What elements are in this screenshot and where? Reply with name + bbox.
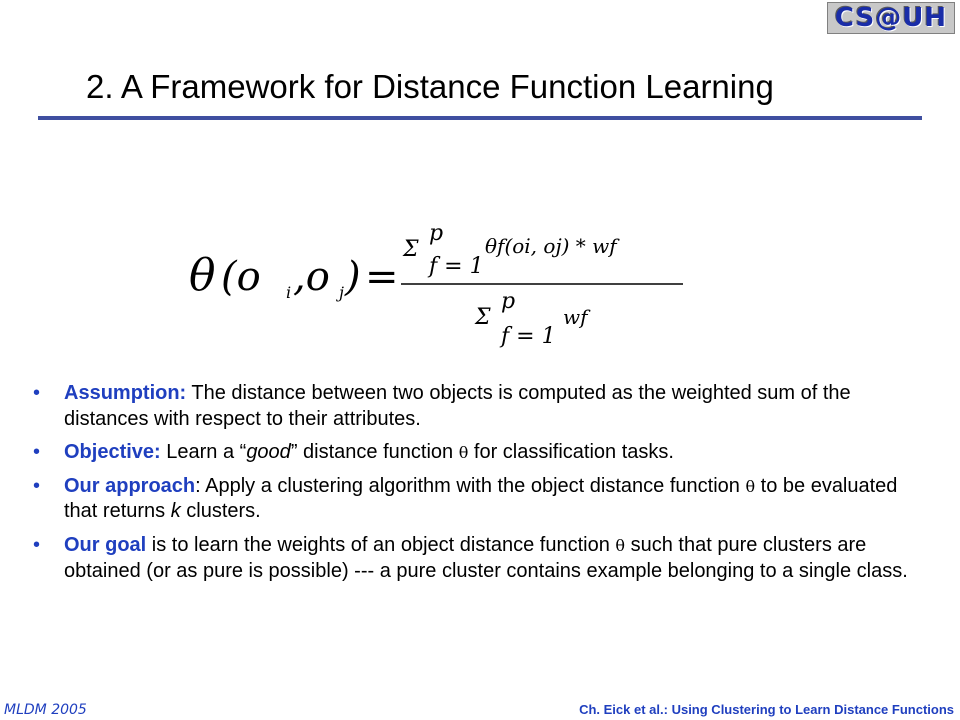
formula-den-p: p [501,289,516,314]
bullet-keyword: Objective: [64,441,161,464]
bullet-text: for classification tasks. [468,441,674,464]
bullet-list [33,381,933,592]
footer-author: Ch. Eick et al. [579,702,664,717]
formula-lhs-close: ) [345,254,361,300]
bullet-goal [33,533,933,584]
distance-formula [185,210,685,360]
footer-talk-title: Using Clustering to Learn Distance Functions [671,702,954,717]
formula-num-p: p [429,221,444,246]
formula-den-sigma: Σ [475,305,491,330]
bullet-emphasis: good [246,441,291,464]
bullet-keyword: Assumption: [64,382,187,404]
bullet-dot: • [33,441,41,464]
theta-symbol: θ [615,535,626,555]
formula-equals: = [365,254,399,300]
formula-num-sigma: Σ [403,237,419,262]
formula-lhs-sub-i: i [286,283,292,302]
footer-conference: MLDM 2005 [4,702,87,718]
bullet-text: such that pure clusters are obtained (or as pure is possible) --- a pure cluster contains example belonging to a single class. [64,533,908,582]
formula-lhs-theta: θ [189,250,216,301]
formula-lhs-sub-j: j [339,283,344,302]
bullet-dot: • [33,533,41,556]
theta-symbol: θ [458,443,469,463]
slide-title: 2. A Framework for Distance Function Learning [86,68,774,105]
bullet-text: ” distance function [290,441,459,464]
cs-uh-logo: CS@UH [827,2,955,34]
bullet-text: clusters. [180,500,261,523]
footer-citation [579,702,954,717]
bullet-dot: • [33,474,41,497]
bullet-emphasis: k [170,500,181,523]
formula-den-body: wf [563,305,588,329]
bullet-assumption [33,381,933,432]
formula-lhs-comma: ,o [293,254,330,300]
bullet-keyword: Our approach [64,474,196,497]
bullet-approach [33,474,933,525]
footer-separator: : [663,702,672,717]
bullet-text: Learn a “ [160,441,247,464]
bullet-dot: • [33,382,41,404]
formula-num-f-eq-1: f = 1 [429,254,484,279]
title-underline [38,116,922,120]
formula-den-f-eq-1: f = 1 [501,324,556,349]
theta-symbol: θ [745,476,756,496]
bullet-text: : Apply a clustering algorithm with the object distance function [195,474,746,497]
bullet-keyword: Our goal [64,533,147,556]
formula-lhs-open: (o [221,254,261,300]
bullet-text: is to learn the weights of an object distance function [146,533,616,556]
bullet-objective [33,440,933,466]
formula-num-body: θf(oi, oj) * wf [485,234,617,258]
bullet-text: The distance between two objects is computed as the weighted sum of the distances with respect to their attributes. [64,382,851,430]
bullet-text: to be evaluated that returns [64,474,898,523]
